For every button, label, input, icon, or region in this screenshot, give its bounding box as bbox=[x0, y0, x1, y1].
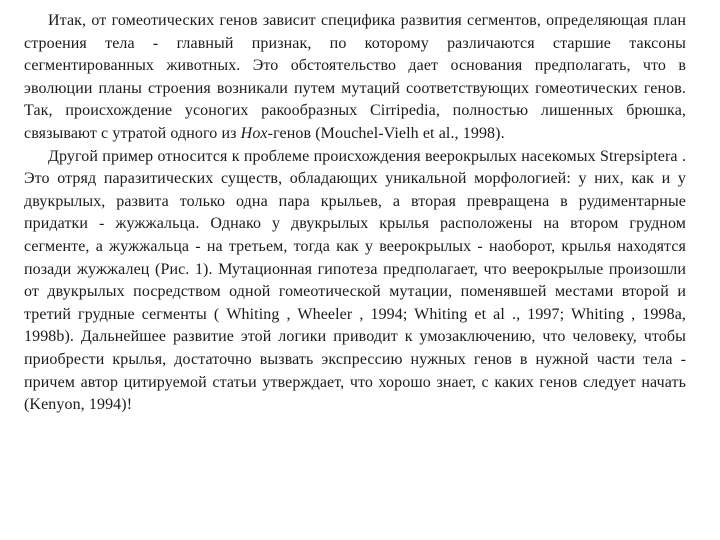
paragraph-strepsiptera: Другой пример относится к проблеме происхождения веерокрылых насекомых Strepsiptera . Это отряд паразитических существ, обладающих уникальной морфологией: у них, как и у двукрылых, развита только одна пара крыльев, а вторая превращена в рудиментарные придатки - жужжальца. Однако у двукрылых крылья расположены на втором грудном сегменте, а жужжальца - на третьем, тогда как у веерокрылых - наоборот, крылья находятся позади жужжалец (Рис. 1). Мутационная гипотеза предполагает, что веерокрылые произошли от двукрылых посредством одной гомеотической мутации, поменявшей местами второй и третий грудные сегменты ( Whiting , Wheeler , 1994; Whiting et al ., 1997; Whiting , 1998a, 1998b). Дальнейшее развитие этой логики приводит к умозаключению, что человеку, чтобы приобрести крылья, достаточно вызвать экспрессию нужных генов в нужной части тела - причем автор цитируемой статьи утверждает, что хорошо знает, с каких генов следует начать (Kenyon, 1994)! bbox=[24, 147, 686, 414]
paragraph-text-end: -генов (Mouchel-Vielh et al., 1998). bbox=[267, 124, 505, 142]
document-page bbox=[24, 10, 686, 417]
paragraph-text-start: Итак, от гомеотических генов зависит специфика развития сегментов, определяющая план строения тела - главный признак, по которому различаются старшие таксоны сегментированных животных. Это обстоятельство дает основания предполагать, что в эволюции планы строения возникали путем мутаций соответствующих гомеотических генов. Так, происхождение усоногих ракообразных Cirripedia, полностью лишенных брюшка, связывают с утратой одного из bbox=[24, 12, 686, 142]
paragraph-homeotic-genes bbox=[24, 10, 686, 146]
hox-gene-term: Hox bbox=[240, 124, 268, 142]
